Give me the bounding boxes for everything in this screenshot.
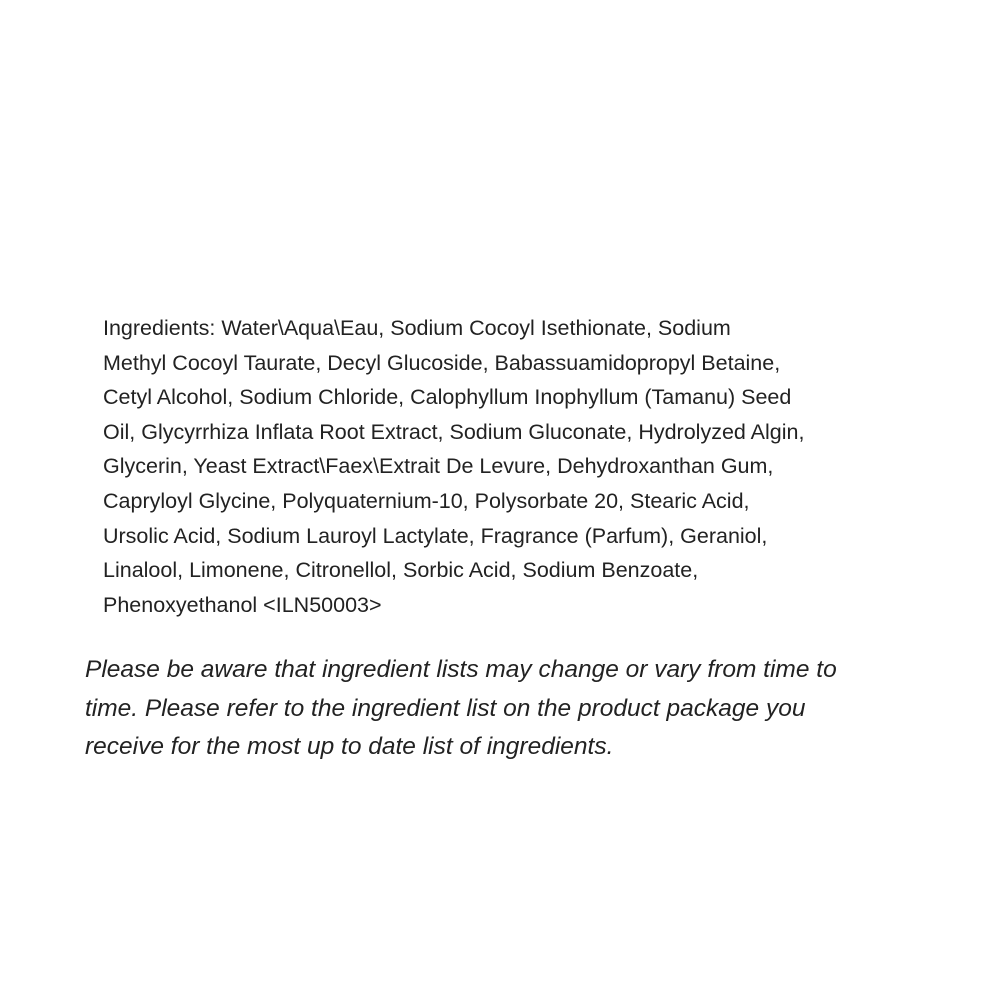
- ingredients-line: Ursolic Acid, Sodium Lauroyl Lactylate, Fragrance (Parfum), Geraniol,: [103, 523, 768, 548]
- ingredients-line: Glycerin, Yeast Extract\Faex\Extrait De Levure, Dehydroxanthan Gum,: [103, 454, 774, 479]
- disclaimer-line: time. Please refer to the ingredient list on the product package you: [85, 694, 806, 722]
- ingredients-disclaimer: [85, 651, 945, 767]
- ingredients-line: Ingredients: Water\Aqua\Eau, Sodium Cocoyl Isethionate, Sodium: [103, 316, 731, 340]
- ingredients-list: [103, 311, 923, 622]
- ingredients-line: Phenoxyethanol <ILN50003>: [103, 592, 382, 617]
- ingredients-line: Linalool, Limonene, Citronellol, Sorbic Acid, Sodium Benzoate,: [103, 558, 699, 583]
- disclaimer-line: receive for the most up to date list of ingredients.: [85, 733, 614, 760]
- ingredients-line: Methyl Cocoyl Taurate, Decyl Glucoside, Babassuamidopropyl Betaine,: [103, 350, 781, 375]
- disclaimer-line: Please be aware that ingredient lists may change or vary from time to: [85, 656, 837, 683]
- ingredients-line: Cetyl Alcohol, Sodium Chloride, Calophyllum Inophyllum (Tamanu) Seed: [103, 385, 792, 410]
- ingredients-line: Capryloyl Glycine, Polyquaternium-10, Polysorbate 20, Stearic Acid,: [103, 488, 750, 513]
- ingredients-line: Oil, Glycyrrhiza Inflata Root Extract, Sodium Gluconate, Hydrolyzed Algin,: [103, 419, 805, 444]
